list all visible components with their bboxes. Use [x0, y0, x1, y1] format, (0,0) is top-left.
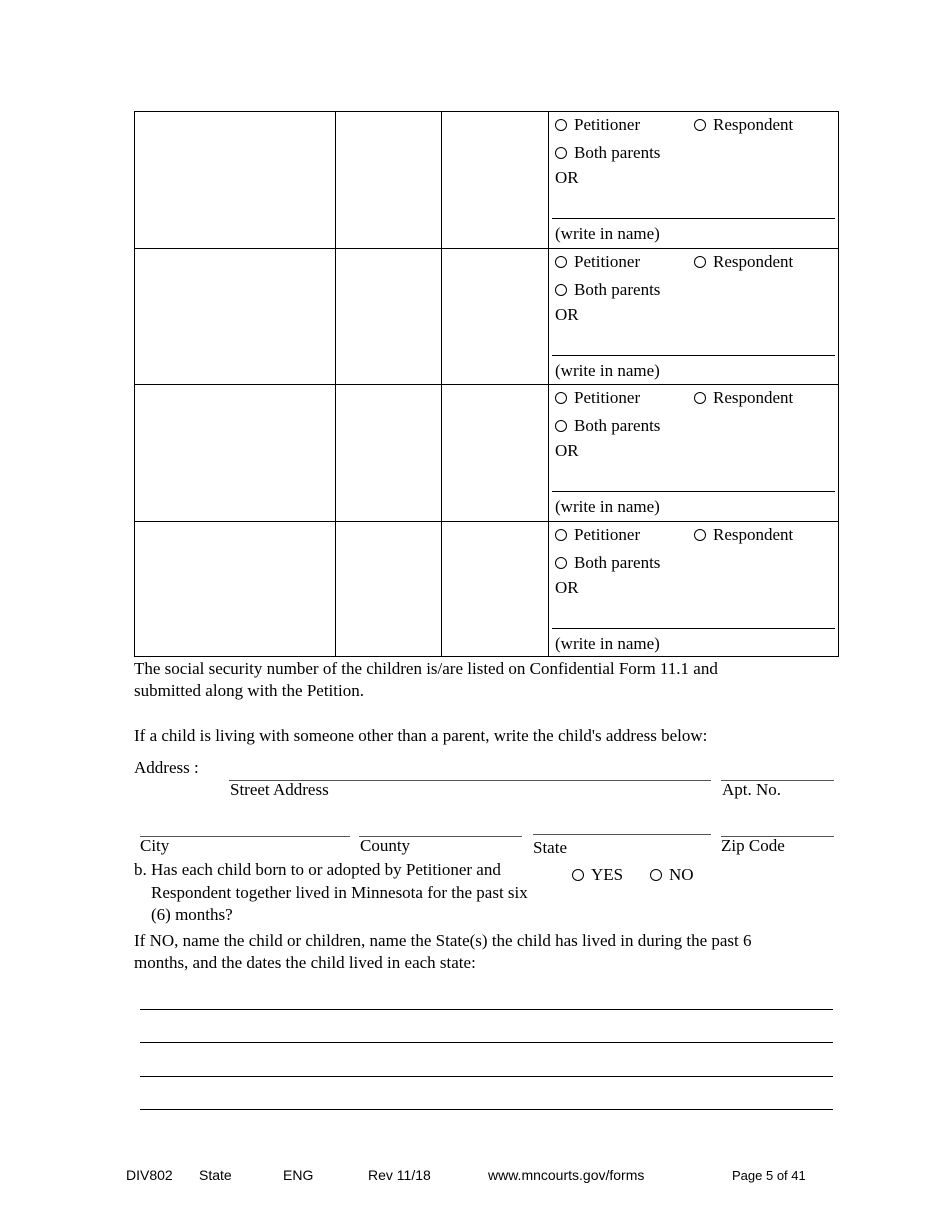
- radio-icon[interactable]: [555, 284, 567, 296]
- footer-state: State: [199, 1167, 232, 1183]
- footer-revision: Rev 11/18: [368, 1167, 431, 1183]
- petitioner-option[interactable]: [555, 115, 640, 134]
- write-in-name-field[interactable]: [552, 628, 835, 629]
- or-label: OR: [555, 168, 579, 187]
- both-parents-option[interactable]: [555, 416, 660, 436]
- or-label: OR: [555, 441, 579, 460]
- question-b-line1: b. Has each child born to or adopted by Petitioner and: [134, 860, 501, 879]
- radio-icon[interactable]: [694, 529, 706, 541]
- radio-icon[interactable]: [555, 147, 567, 159]
- radio-icon[interactable]: [555, 119, 567, 131]
- footer-language: ENG: [283, 1167, 314, 1183]
- ssn-note-line2: submitted along with the Petition.: [134, 681, 364, 700]
- if-no-line1: If NO, name the child or children, name the State(s) the child has lived in during the past 6: [134, 931, 752, 950]
- answer-line[interactable]: [140, 1009, 833, 1010]
- if-no-line2: months, and the dates the child lived in each state:: [134, 953, 476, 972]
- both-parents-option[interactable]: [555, 280, 660, 300]
- petitioner-option[interactable]: [555, 525, 640, 544]
- write-in-name-field[interactable]: [552, 218, 835, 219]
- no-label: NO: [669, 865, 694, 884]
- or-label: OR: [555, 305, 579, 324]
- radio-icon[interactable]: [694, 392, 706, 404]
- state-field[interactable]: [533, 834, 711, 835]
- petitioner-label: Petitioner: [574, 115, 641, 134]
- respondent-option[interactable]: [694, 388, 793, 408]
- custody-cell: [550, 112, 839, 248]
- answer-line[interactable]: [140, 1076, 833, 1077]
- radio-icon[interactable]: [555, 557, 567, 569]
- radio-icon[interactable]: [572, 869, 584, 881]
- answer-line[interactable]: [140, 1042, 833, 1043]
- both-parents-label: Both parents: [574, 553, 661, 572]
- respondent-label: Respondent: [713, 252, 794, 271]
- radio-icon[interactable]: [555, 529, 567, 541]
- radio-icon[interactable]: [555, 256, 567, 268]
- yes-option[interactable]: [572, 865, 623, 885]
- write-in-name-label: (write in name): [555, 224, 660, 243]
- respondent-label: Respondent: [713, 525, 794, 544]
- street-address-caption: Street Address: [230, 780, 329, 799]
- yes-label: YES: [591, 865, 624, 884]
- custody-cell: [550, 385, 839, 521]
- write-in-name-label: (write in name): [555, 361, 660, 380]
- petitioner-label: Petitioner: [574, 525, 641, 544]
- address-label: Address :: [134, 758, 199, 777]
- city-caption: City: [140, 836, 170, 855]
- zip-code-caption: Zip Code: [721, 836, 785, 855]
- both-parents-option[interactable]: [555, 143, 660, 163]
- both-parents-option[interactable]: [555, 553, 660, 573]
- radio-icon[interactable]: [694, 256, 706, 268]
- radio-icon[interactable]: [555, 420, 567, 432]
- radio-icon[interactable]: [694, 119, 706, 131]
- both-parents-label: Both parents: [574, 280, 661, 299]
- petitioner-label: Petitioner: [574, 388, 641, 407]
- living-note: If a child is living with someone other than a parent, write the child's address below:: [134, 726, 708, 745]
- petitioner-label: Petitioner: [574, 252, 641, 271]
- answer-line[interactable]: [140, 1109, 833, 1110]
- footer-url[interactable]: www.mncourts.gov/forms: [488, 1167, 645, 1183]
- custody-cell: [550, 249, 839, 385]
- ssn-note-line1: The social security number of the children is/are listed on Confidential Form 11.1 and: [134, 659, 718, 678]
- city-field[interactable]: [140, 836, 350, 837]
- both-parents-label: Both parents: [574, 143, 661, 162]
- respondent-option[interactable]: [694, 115, 793, 135]
- respondent-label: Respondent: [713, 115, 794, 134]
- custody-cell: [550, 522, 839, 658]
- or-label: OR: [555, 578, 579, 597]
- write-in-name-label: (write in name): [555, 497, 660, 516]
- question-b-line3: (6) months?: [151, 905, 233, 924]
- radio-icon[interactable]: [650, 869, 662, 881]
- no-option[interactable]: [650, 865, 694, 885]
- apt-no-caption: Apt. No.: [722, 780, 782, 799]
- radio-icon[interactable]: [555, 392, 567, 404]
- respondent-label: Respondent: [713, 388, 794, 407]
- county-caption: County: [360, 836, 411, 855]
- write-in-name-field[interactable]: [552, 355, 835, 356]
- both-parents-label: Both parents: [574, 416, 661, 435]
- respondent-option[interactable]: [694, 252, 793, 272]
- write-in-name-field[interactable]: [552, 491, 835, 492]
- petitioner-option[interactable]: [555, 252, 640, 271]
- respondent-option[interactable]: [694, 525, 793, 545]
- petitioner-option[interactable]: [555, 388, 640, 407]
- footer-page-number: Page 5 of 41: [732, 1168, 806, 1183]
- write-in-name-label: (write in name): [555, 634, 660, 653]
- footer-form-id: DIV802: [126, 1167, 173, 1183]
- state-caption: State: [533, 838, 567, 857]
- question-b-line2: Respondent together lived in Minnesota for the past six: [151, 883, 528, 902]
- children-table: [134, 111, 839, 657]
